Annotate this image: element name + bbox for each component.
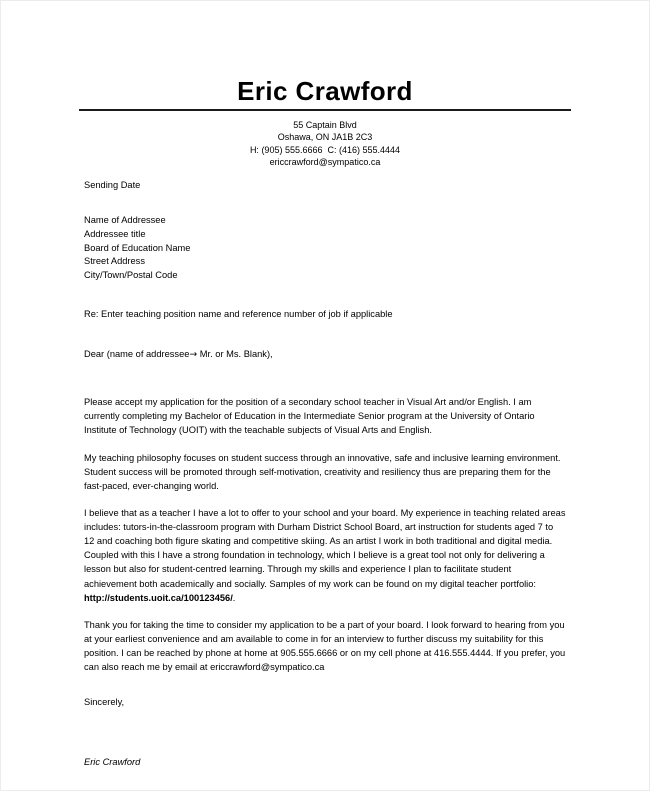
closing-salutation: Sincerely, [84, 697, 125, 708]
spacer [84, 493, 566, 506]
sending-date: Sending Date [84, 180, 141, 190]
spacer [84, 674, 566, 696]
contact-city: Oshawa, ON JA1B 2C3 [277, 132, 373, 143]
salutation [84, 348, 566, 361]
right-arrow-icon: → [189, 348, 198, 360]
paragraph-experience-end: . [232, 592, 236, 603]
paragraph-philosophy: My teaching philosophy focuses on student success through an innovative, safe and inclusive learning environment. Student success will be promoted through self-motivation, creativity and resiliency thus are preparing them for the fast-paced, ever-changing world. [84, 452, 561, 491]
addressee-street: Street Address [84, 256, 145, 267]
paragraph-closing: Thank you for taking the time to consider my application to be a part of your board. I look forward to hearing from you at your earliest convenience and am available to come in for an interview to further discuss my suitability for this position. I can be reached by phone at home at 905.555.6666 or on my cell phone at 416.555.4444. If you prefer, you can also reach me by email at ericcrawford@sympatico.ca [84, 619, 566, 673]
spacer [84, 361, 566, 395]
paragraph-experience [84, 506, 566, 605]
spacer [84, 192, 566, 214]
header-divider [79, 109, 571, 111]
paragraph-application: Please accept my application for the position of a secondary school teacher in Visual Art and/or English. I am currently completing my Bachelor of Education in the Intermediate Senior program at the University of Ontario Institute of Technology (UOIT) with the teachable subjects of Visual Arts and English. [84, 397, 535, 436]
addressee-name: Name of Addressee [84, 215, 166, 226]
salutation-suffix: Mr. or Ms. Blank), [197, 348, 273, 359]
signature-name: Eric Crawford [84, 756, 141, 767]
portfolio-link[interactable]: http://students.uoit.ca/100123456/ [84, 592, 233, 603]
contact-block [79, 119, 571, 169]
paragraph-experience-text: I believe that as a teacher I have a lot to offer to your school and your board. My experience in teaching related areas includes: tutors-in-the-classroom program with Durham District School Board, art instruction for students aged 7 to 12 and coaching both figure skating and competitive skiing. As an artist I work in both traditional and digital media. Coupled with this I have a strong foundation in technology, which I believe is a great tool not only for delivering a lesson but also for student-centred learning. Through my skills and experience I plan to facilitate student achievement both academically and socially. Samples of my work can be found on my digital teacher portfolio: [84, 507, 566, 589]
spacer [84, 605, 566, 618]
signature-space [84, 710, 566, 756]
page-title: Eric Crawford [237, 76, 413, 106]
spacer [84, 322, 566, 348]
letterhead [79, 77, 571, 169]
spacer [84, 282, 566, 308]
addressee-block [84, 214, 566, 282]
salutation-text: Dear (name of addressee [84, 348, 190, 359]
subject-line: Re: Enter teaching position name and reference number of job if applicable [84, 309, 393, 320]
contact-street: 55 Captain Blvd [293, 120, 357, 131]
spacer [84, 438, 566, 451]
addressee-organization: Board of Education Name [84, 242, 191, 253]
contact-email: ericcrawford@sympatico.ca [269, 157, 381, 168]
addressee-city: City/Town/Postal Code [84, 269, 178, 280]
document-sheet [1, 1, 649, 790]
addressee-title: Addressee title [84, 229, 146, 240]
contact-phones: H: (905) 555.6666 C: (416) 555.4444 [249, 144, 401, 155]
letter-body [84, 179, 566, 769]
